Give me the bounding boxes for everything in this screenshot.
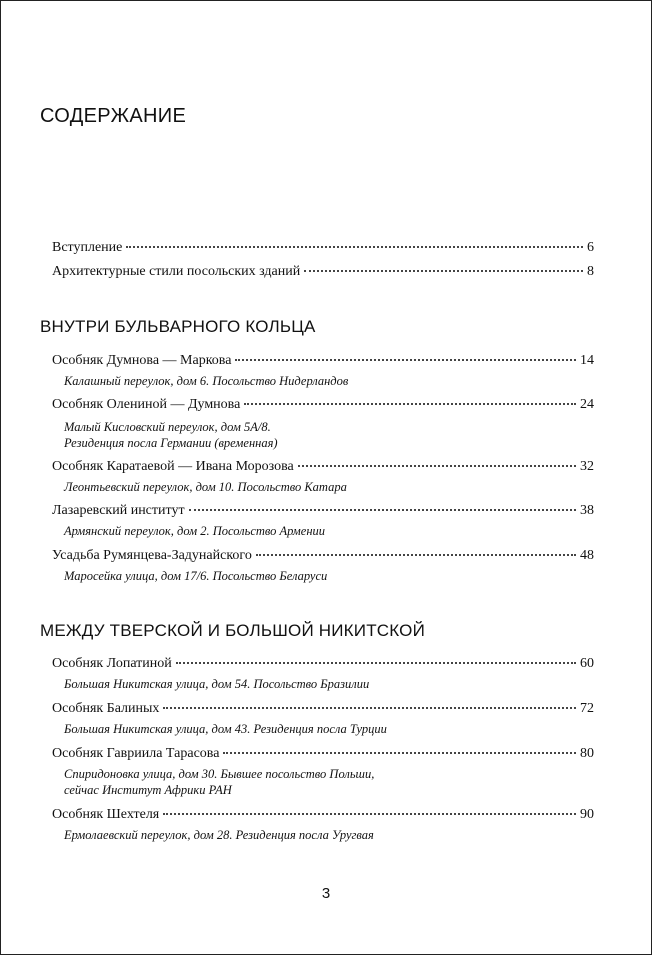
dot-leader [163, 812, 576, 815]
toc-entry[interactable] [52, 547, 594, 584]
toc-entry-page: 24 [580, 397, 594, 412]
toc-entry-address: Большая Никитская улица, дом 54. Посольство Бразилии [64, 677, 370, 691]
toc-entry-address-line2: сейчас Институт Африки РАН [64, 783, 232, 797]
toc-entry-title: Вступление [52, 240, 123, 255]
toc-entry-title: Особняк Думнова — Маркова [52, 353, 232, 368]
toc-entry-address: Спиридоновка улица, дом 30. Бывшее посольство Польши, [64, 767, 375, 781]
toc-entry-page: 90 [580, 807, 594, 822]
toc-entry[interactable] [52, 806, 594, 843]
toc-entry-address-line2: Резиденция посла Германии (временная) [64, 436, 278, 450]
toc-entry-title: Особняк Каратаевой — Ивана Морозова [52, 459, 294, 474]
section-heading-tverskaya-nikitskaya: МЕЖДУ ТВЕРСКОЙ И БОЛЬШОЙ НИКИТСКОЙ [40, 621, 426, 640]
toc-entry-page: 32 [580, 459, 594, 474]
toc-entry[interactable] [52, 396, 594, 451]
toc-entry-address: Малый Кисловский переулок, дом 5А/8. [64, 420, 271, 434]
toc-entry-page: 6 [587, 240, 594, 255]
toc-entry-address: Маросейка улица, дом 17/6. Посольство Беларуси [64, 569, 328, 583]
toc-entry-title: Особняк Балиных [52, 701, 160, 716]
page-number: 3 [321, 885, 331, 902]
toc-entry-page: 60 [580, 656, 594, 671]
toc-entry-page: 38 [580, 503, 594, 518]
dot-leader [235, 358, 576, 361]
toc-entry[interactable] [52, 655, 594, 692]
toc-entry-address: Леонтьевский переулок, дом 10. Посольство Катара [64, 480, 347, 494]
section-heading-boulevard-ring: ВНУТРИ БУЛЬВАРНОГО КОЛЬЦА [40, 317, 316, 336]
toc-entry-title: Архитектурные стили посольских зданий [52, 264, 301, 279]
toc-entry-title: Особняк Гавриила Тарасова [52, 746, 220, 761]
toc-entry-page: 8 [587, 264, 594, 279]
toc-entry-page: 80 [580, 746, 594, 761]
toc-entry[interactable] [52, 745, 594, 798]
contents-title: СОДЕРЖАНИЕ [40, 105, 187, 127]
dot-leader [244, 402, 576, 405]
dot-leader [163, 706, 576, 709]
dot-leader [176, 661, 576, 664]
dot-leader [298, 464, 576, 467]
toc-entry[interactable] [52, 458, 594, 495]
toc-entry-title: Усадьба Румянцева-Задунайского [52, 548, 252, 563]
toc-entry-title: Особняк Лопатиной [52, 656, 172, 671]
toc-entry-address: Большая Никитская улица, дом 43. Резиденция посла Турции [64, 722, 387, 736]
toc-entry-page: 14 [580, 353, 594, 368]
toc-entry-title: Особняк Олениной — Думнова [52, 397, 241, 412]
toc-entry-page: 48 [580, 548, 594, 563]
toc-entry-page: 72 [580, 701, 594, 716]
toc-entry-architecture-styles[interactable] [52, 263, 594, 280]
toc-entry-address: Калашный переулок, дом 6. Посольство Нидерландов [64, 374, 349, 388]
toc-entry[interactable] [52, 700, 594, 737]
toc-entry-intro[interactable] [52, 239, 594, 256]
toc-entry-address: Ермолаевский переулок, дом 28. Резиденция посла Уругвая [64, 828, 374, 842]
dot-leader [126, 245, 583, 248]
toc-entry-address: Армянский переулок, дом 2. Посольство Армении [64, 524, 326, 538]
toc-entry[interactable] [52, 352, 594, 389]
dot-leader [256, 553, 576, 556]
dot-leader [223, 751, 576, 754]
toc-entry-title: Лазаревский институт [52, 503, 185, 518]
dot-leader [304, 269, 583, 272]
toc-entry[interactable] [52, 502, 594, 539]
toc-entry-title: Особняк Шехтеля [52, 807, 160, 822]
dot-leader [189, 508, 576, 511]
